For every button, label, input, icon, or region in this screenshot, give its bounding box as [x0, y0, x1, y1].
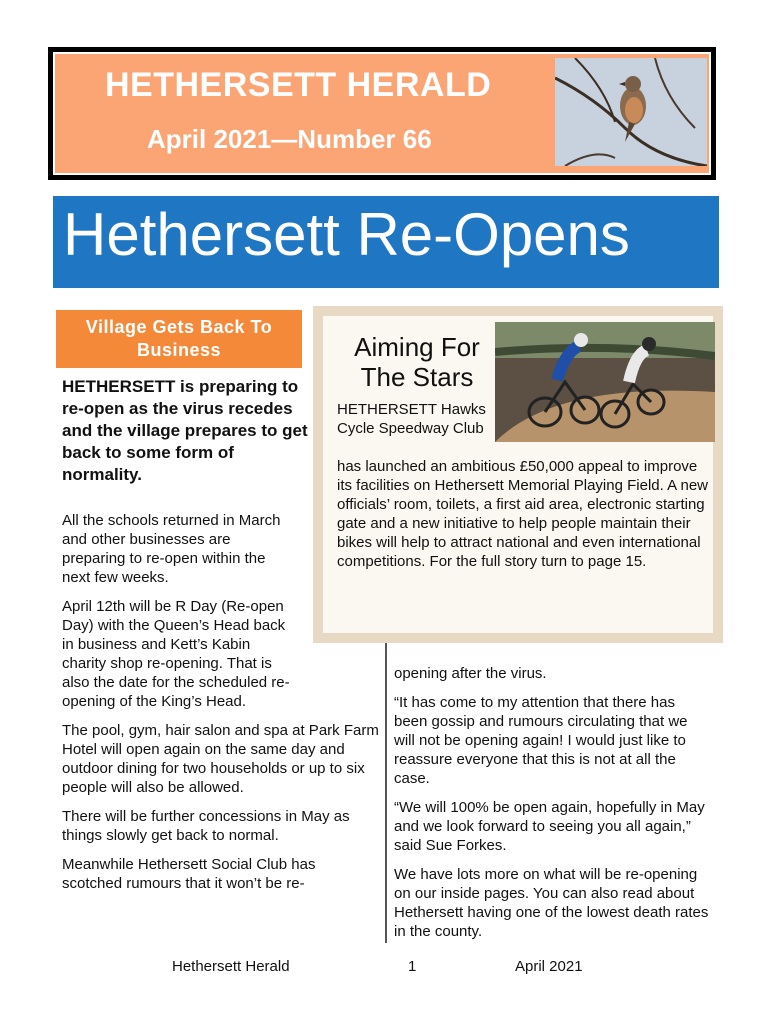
story-paragraph: We have lots more on what will be re-opening on our inside pages. You can also read about Hethersett having one of the lowest death rates in the county. [394, 866, 709, 940]
sidebar-title: Aiming For The Stars [354, 332, 480, 392]
story-paragraph: “It has come to my attention that there has been gossip and rumours circulating that we will not be opening again! I would just like to reassure everyone that this is not at all the case. [394, 694, 688, 787]
story-lead: HETHERSETT is preparing to re-open as the virus recedes and the village prepares to get back to some form of normality. [62, 377, 308, 484]
sidebar-frame [313, 306, 723, 643]
main-headline: Hethersett Re-Opens [63, 201, 630, 268]
column-divider [385, 643, 387, 943]
story-paragraph: Meanwhile Hethersett Social Club has scotched rumours that it won’t be re- [62, 856, 316, 892]
sidebar-body: has launched an ambitious £50,000 appeal to improve its facilities on Hethersett Memorial Playing Field. A new officials’ room, toilets, a first aid area, electronic starting gate and a new initiative to help people maintain their bikes will help to attract national and even international competitions. For the full story turn to page 15. [337, 458, 708, 570]
story-paragraph: There will be further concessions in May as things slowly get back to normal. [62, 808, 350, 844]
story-paragraph: The pool, gym, hair salon and spa at Park Farm Hotel will open again on the same day and outdoor dining for two households or up to six people will also be allowed. [62, 722, 379, 796]
story-paragraph: April 12th will be R Day (Re-open Day) with the Queen’s Head back in business and Kett’s Kabin charity shop re-opening. That is also the date for the scheduled re-opening of the King’s Head. [62, 598, 290, 710]
cyclists-photo [495, 322, 715, 442]
bird-photo [555, 58, 707, 166]
headline-bar [53, 196, 719, 288]
issue-number: April 2021—Number 66 [147, 124, 432, 154]
sidebar-story [323, 316, 713, 633]
masthead [48, 47, 716, 180]
masthead-panel [53, 52, 711, 175]
story-subheading: Village Gets Back To Business [56, 310, 302, 368]
footer-date: April 2021 [515, 958, 583, 975]
newsletter-title: HETHERSETT HERALD [105, 66, 492, 104]
footer-publication: Hethersett Herald [172, 958, 290, 975]
story-paragraph: “We will 100% be open again, hopefully in May and we look forward to seeing you all again,” said Sue Forkes. [394, 799, 705, 854]
footer-page-number: 1 [408, 958, 417, 975]
story-paragraph: opening after the virus. [394, 665, 547, 682]
story-paragraph: All the schools returned in March and other businesses are preparing to re-open within the next few weeks. [62, 512, 281, 586]
story-column-right [394, 664, 710, 951]
sidebar-body-start: HETHERSETT Hawks Cycle Speedway Club [337, 401, 486, 437]
